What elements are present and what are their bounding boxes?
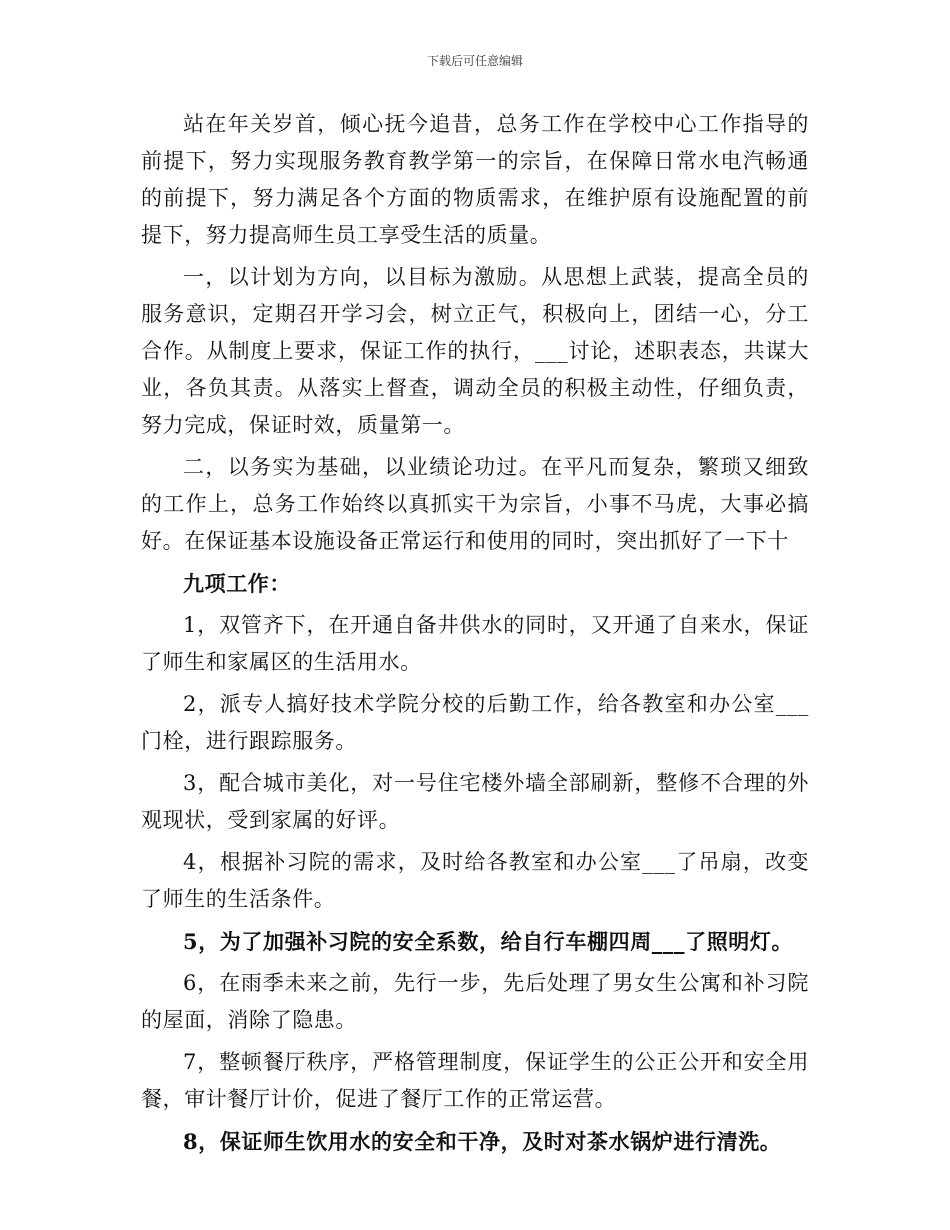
list-item-5: 5，为了加强补习院的安全系数，给自行车棚四周___了照明灯。 bbox=[183, 929, 794, 954]
page-header: 下载后可任意编辑 bbox=[426, 54, 523, 68]
paragraph-intro: 站在年关岁首，倾心抚今追昔，总务工作在学校中心工作指导的前提下，努力实现服务教育教学第一的宗旨，在保障日常水电汽畅通的前提下，努力满足各个方面的物质需求，在维护原有设施配置的前提下，努力提高师生员工享受生活的质量。 bbox=[141, 112, 809, 247]
list-item-6: 6，在雨季未来之前，先行一步，先后处理了男女生公寓和补习院的屋面，消除了隐患。 bbox=[141, 971, 809, 1032]
paragraph-section-2: 二，以务实为基础，以业绩论功过。在平凡而复杂，繁琐又细致的工作上，总务工作始终以真抓实干为宗旨，小事不马虎，大事必搞好。在保证基本设施设备正常运行和使用的同时，突出抓好了一下十 bbox=[141, 455, 809, 553]
list-item-3: 3，配合城市美化，对一号住宅楼外墙全部刷新，整修不合理的外观现状，受到家属的好评。 bbox=[141, 771, 809, 832]
list-item-7: 7，整顿餐厅秩序，严格管理制度，保证学生的公正公开和安全用餐，审计餐厅计价，促进了餐厅工作的正常运营。 bbox=[141, 1050, 809, 1111]
paragraph-section-1: 一，以计划为方向，以目标为激励。从思想上武装，提高全员的服务意识，定期召开学习会，树立正气，积极向上，团结一心，分工合作。从制度上要求，保证工作的执行，___讨论，述职表态，共谋大业，各负其责。从落实上督查，调动全员的积极主动性，仔细负责，努力完成，保证时效，质量第一。 bbox=[141, 265, 809, 437]
list-item-2: 2，派专人搞好技术学院分校的后勤工作，给各教室和办公室___门栓，进行跟踪服务。 bbox=[141, 692, 809, 753]
list-item-8: 8，保证师生饮用水的安全和干净，及时对茶水锅炉进行清洗。 bbox=[183, 1129, 782, 1154]
document-body bbox=[141, 106, 809, 1165]
list-item-1: 1，双管齐下，在开通自备井供水的同时，又开通了自来水，保证了师生和家属区的生活用水。 bbox=[141, 613, 809, 674]
list-item-4: 4，根据补习院的需求，及时给各教室和办公室___了吊扇，改变了师生的生活条件。 bbox=[141, 850, 809, 911]
paragraph-heading-nineteen-items: 九项工作： bbox=[183, 571, 291, 596]
